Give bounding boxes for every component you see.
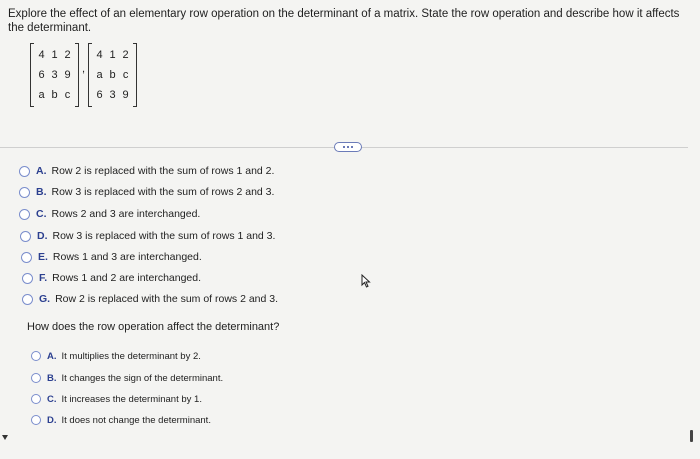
matrix-cell: c [122, 69, 129, 81]
option-d[interactable] [20, 229, 275, 243]
matrix-cell: 6 [96, 89, 103, 101]
radio-button[interactable] [20, 231, 31, 242]
matrix-cell: b [109, 69, 116, 81]
option-letter: C. [36, 208, 47, 220]
radio-button[interactable] [31, 373, 41, 383]
option-g[interactable] [22, 292, 278, 306]
sub-option-a[interactable] [31, 349, 201, 363]
radio-button[interactable] [31, 351, 41, 361]
matrix-cell: 4 [96, 49, 103, 61]
radio-button[interactable] [19, 209, 30, 220]
matrix-cell: 1 [109, 49, 116, 61]
matrices [30, 43, 137, 107]
matrix-cell: 9 [122, 89, 129, 101]
sub-option-c[interactable] [31, 392, 202, 406]
matrix-cell: a [96, 69, 103, 81]
sub-question-text: How does the row operation affect the determinant? [27, 321, 280, 333]
option-letter: B. [47, 372, 57, 384]
matrix-cell: 2 [122, 49, 129, 61]
matrix-right [88, 43, 137, 107]
option-letter: F. [39, 272, 48, 284]
matrix-cell: a [38, 89, 45, 101]
matrix-cell: c [64, 89, 71, 101]
radio-button[interactable] [22, 273, 33, 284]
radio-button[interactable] [22, 294, 33, 305]
option-label: Rows 1 and 3 are interchanged. [52, 251, 202, 263]
option-a[interactable] [19, 164, 274, 178]
option-c[interactable] [19, 207, 200, 221]
matrix-cell: 2 [64, 49, 71, 61]
mouse-pointer-icon [361, 274, 371, 288]
matrix-cell: 3 [51, 69, 58, 81]
option-f[interactable] [22, 271, 201, 285]
matrix-cell: b [51, 89, 58, 101]
sub-option-d[interactable] [31, 413, 211, 427]
option-label: It does not change the determinant. [61, 414, 211, 426]
option-label: It increases the determinant by 1. [61, 393, 202, 405]
option-letter: D. [47, 414, 57, 426]
option-label: Rows 1 and 2 are interchanged. [52, 272, 202, 284]
option-letter: C. [47, 393, 57, 405]
ellipsis-icon[interactable] [334, 142, 362, 152]
scrollbar-thumb[interactable] [690, 430, 693, 442]
matrix-cell: 9 [64, 69, 71, 81]
option-label: Rows 2 and 3 are interchanged. [51, 208, 201, 220]
matrix-cell: 4 [38, 49, 45, 61]
option-b[interactable] [19, 185, 274, 199]
option-letter: A. [36, 165, 47, 177]
option-letter: D. [37, 230, 48, 242]
option-label: Row 2 is replaced with the sum of rows 2 and 3. [55, 293, 279, 305]
radio-button[interactable] [21, 252, 32, 263]
scroll-down-icon[interactable] [2, 435, 8, 440]
option-letter: E. [38, 251, 48, 263]
option-letter: G. [39, 293, 51, 305]
option-label: Row 2 is replaced with the sum of rows 1 and 2. [51, 165, 275, 177]
option-letter: B. [36, 186, 47, 198]
option-label: It multiplies the determinant by 2. [61, 350, 201, 362]
option-label: Row 3 is replaced with the sum of rows 2 and 3. [51, 186, 275, 198]
question-text: Explore the effect of an elementary row operation on the determinant of a matrix. State the row operation and describe how it affects the determinant. [8, 8, 680, 34]
radio-button[interactable] [19, 166, 30, 177]
option-e[interactable] [21, 250, 202, 264]
matrix-cell: 1 [51, 49, 58, 61]
sub-option-b[interactable] [31, 371, 223, 385]
radio-button[interactable] [31, 394, 41, 404]
radio-button[interactable] [31, 415, 41, 425]
option-label: It changes the sign of the determinant. [61, 372, 224, 384]
option-letter: A. [47, 350, 57, 362]
matrix-cell: 6 [38, 69, 45, 81]
matrix-left [30, 43, 79, 107]
radio-button[interactable] [19, 187, 30, 198]
matrix-cell: 3 [109, 89, 116, 101]
matrix-separator: , [82, 63, 86, 75]
option-label: Row 3 is replaced with the sum of rows 1 and 3. [52, 230, 276, 242]
